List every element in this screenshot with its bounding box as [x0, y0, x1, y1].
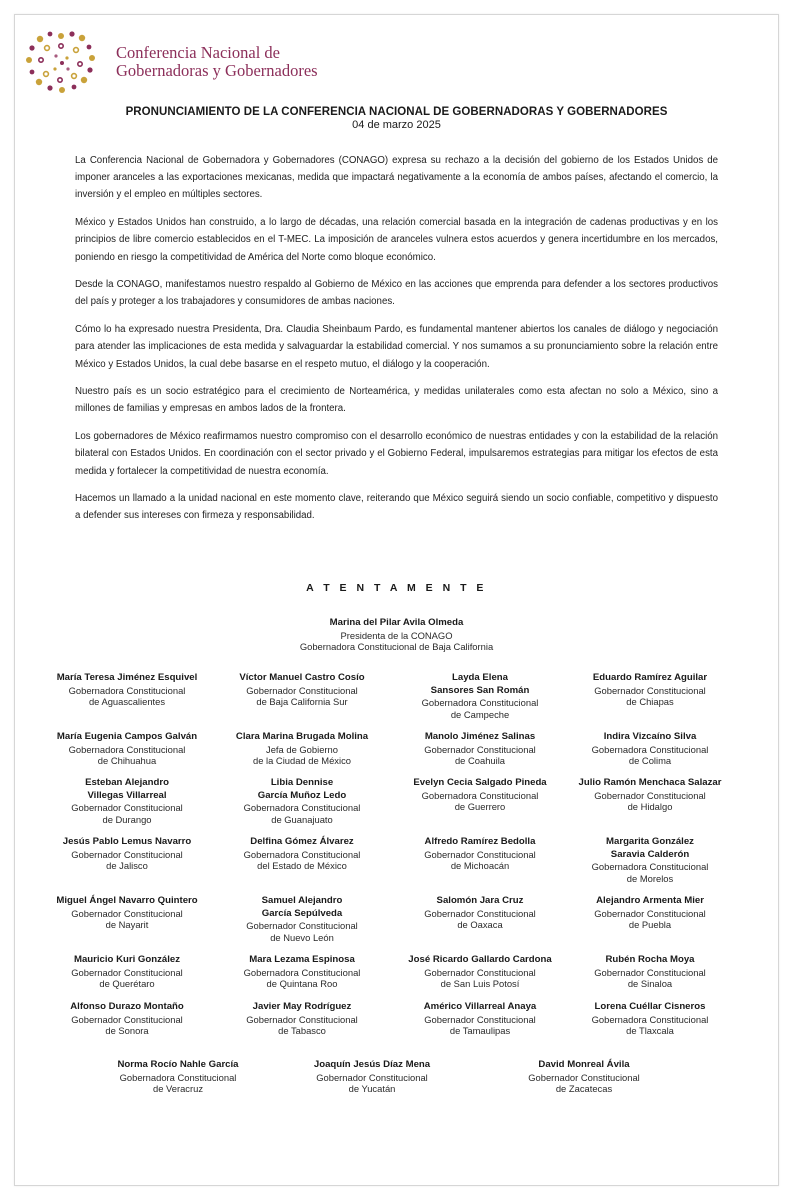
signatory-role: Gobernador Constitucional: [71, 907, 183, 919]
signatory-name: David Monreal Ávila: [538, 1059, 630, 1070]
signatory-role: Gobernadora Constitucional: [591, 861, 709, 872]
signatory-name: Joaquín Jesús Díaz Mena: [313, 1059, 431, 1070]
signatory-role: Gobernador Constitucional: [594, 966, 706, 978]
organization-name: [116, 44, 318, 80]
signatory-state: de Jalisco: [106, 860, 148, 872]
header: [22, 28, 342, 98]
signatory-state: de Yucatán: [348, 1083, 396, 1095]
org-name-line-2: Gobernadoras y Gobernadores: [116, 61, 318, 80]
president-name: Marina del Pilar Avila Olmeda: [329, 617, 464, 628]
signatory-name: Evelyn Cecia Salgado Pineda: [413, 777, 547, 788]
paragraph: México y Estados Unidos han construido, a lo largo de décadas, una relación comercial basada en la integración de cadenas productivas y en los principios de libre comercio establecidos en el T-MEC. La imposición de aranceles vulnera estos acuerdos y genera incertidumbre en los mercados, poniendo en riesgo la competitividad de América del Norte como bloque económico.: [75, 217, 718, 263]
signatory-name: Eduardo Ramírez Aguilar: [592, 672, 708, 683]
signatory: [392, 777, 568, 813]
signatory-name-line-2: Saravia Calderón: [610, 848, 690, 860]
signatory-role: Gobernadora Constitucional: [243, 802, 361, 813]
conago-dots-logo-icon: [22, 28, 100, 98]
signatory: [39, 954, 215, 990]
paragraph: Los gobernadores de México reafirmamos nuestro compromiso con el desarrollo económico de nuestras entidades y con la estabilidad de la relación bilateral con Estados Unidos. En coordinación con el sector privado y el Gobierno Federal, impulsaremos estrategias para mitigar los efectos de esta medida y fortalecer la competitividad de nuestra economía.: [75, 431, 718, 477]
signatory: [392, 1001, 568, 1037]
signatory-name: Norma Rocío Nahle García: [117, 1059, 239, 1070]
paragraph: Cómo lo ha expresado nuestra Presidenta, Dra. Claudia Sheinbaum Pardo, es fundamental mantener abiertos los canales de diálogo y negociación para atender las implicaciones de esta medida y salvaguardar la estabilidad comercial. Y nos sumamos a su pronunciamiento sobre la relación entre México y Estados Unidos, la cual debe basarse en el respeto mutuo, el diálogo y la cooperación.: [75, 324, 718, 370]
signatory-state: de Guerrero: [454, 801, 506, 813]
paragraph: Desde la CONAGO, manifestamos nuestro respaldo al Gobierno de México en las acciones que emprenda para defender a los sectores productivos del país y proteger a los trabajadores y consumidores de ambas naciones.: [75, 279, 718, 308]
signatory: [392, 836, 568, 872]
signatory-role: Gobernador Constitucional: [424, 743, 536, 755]
signatory-name: Alejandro Armenta Mier: [596, 895, 704, 906]
signatory-state: de Zacatecas: [555, 1083, 613, 1095]
signatory: [392, 895, 568, 931]
signatory: [562, 954, 738, 990]
signatory-role: Gobernadora Constitucional: [68, 743, 186, 755]
signatory-state: de Tlaxcala: [626, 1025, 674, 1037]
signatory-role: Gobernador Constitucional: [594, 684, 706, 696]
signatory-name-line-2: Villegas Villarreal: [87, 789, 167, 801]
signatory: [90, 1059, 266, 1095]
signatory-role: Gobernadora Constitucional: [421, 789, 539, 801]
signatory-name: María Eugenia Campos Galván: [56, 731, 198, 742]
signatory-state: de Colima: [628, 755, 672, 767]
document-heading: [0, 106, 793, 131]
signatory-state: de Nuevo León: [270, 931, 334, 943]
signatory-name: Julio Ramón Menchaca Salazar: [578, 777, 722, 788]
signatory-name: Lorena Cuéllar Cisneros: [594, 1001, 706, 1012]
signatory-name: Jesús Pablo Lemus Navarro: [62, 836, 192, 847]
signatory-role: Gobernadora Constitucional: [591, 1013, 709, 1025]
signatory-role: Gobernadora Constitucional: [68, 684, 186, 696]
signatory: [562, 731, 738, 767]
signatory-name-line-2: García Sepúlveda: [261, 907, 343, 919]
signatory-name: José Ricardo Gallardo Cardona: [408, 954, 552, 965]
signatory-role: Gobernador Constitucional: [71, 1013, 183, 1025]
signatory-state: de Michoacán: [450, 860, 510, 872]
signatory: [39, 731, 215, 767]
signatory-state: de Baja California Sur: [256, 696, 348, 708]
signatory-name: Samuel Alejandro: [261, 895, 343, 906]
signatory-state: de Puebla: [628, 919, 672, 931]
signatory-role: Jefa de Gobierno: [266, 743, 338, 755]
signatory-name: Libia Dennise: [270, 777, 334, 788]
signatory-role: Gobernador Constitucional: [528, 1071, 640, 1083]
signatory: [496, 1059, 672, 1095]
signatory: [214, 731, 390, 767]
president-signature: [0, 617, 793, 653]
signatory-role: Gobernador Constitucional: [424, 907, 536, 919]
signatory-state: de Querétaro: [99, 978, 155, 990]
signatory-state: de la Ciudad de México: [253, 755, 351, 767]
signatory: [214, 672, 390, 708]
signatory-state: de Veracruz: [152, 1083, 204, 1095]
signatory-name: Alfonso Durazo Montaño: [70, 1001, 184, 1012]
signatory-role: Gobernador Constitucional: [246, 684, 358, 696]
signatory-name: Salomón Jara Cruz: [436, 895, 524, 906]
signatory-role: Gobernadora Constitucional: [243, 966, 361, 978]
signatory: [214, 836, 390, 872]
signatory-state: de Guanajuato: [271, 813, 333, 825]
signatory-state: de Chihuahua: [97, 755, 157, 767]
signatory-role: Gobernador Constitucional: [424, 848, 536, 860]
signatory: [214, 954, 390, 990]
signatory-name: Américo Villarreal Anaya: [423, 1001, 537, 1012]
president-role: Presidenta de la CONAGO: [340, 629, 453, 641]
signatory-state: de Aguascalientes: [88, 696, 166, 708]
signatory-state: de Hidalgo: [627, 801, 673, 813]
signatory-state: de Durango: [102, 813, 152, 825]
signatory-state: de San Luis Potosí: [440, 978, 520, 990]
signatory: [284, 1059, 460, 1095]
signatory: [392, 731, 568, 767]
signatory-name: Margarita González: [606, 836, 694, 847]
signatory: [214, 1001, 390, 1037]
signatory-role: Gobernadora Constitucional: [243, 848, 361, 860]
signatory-role: Gobernador Constitucional: [424, 966, 536, 978]
signatory-state: de Sonora: [105, 1025, 149, 1037]
signatory: [562, 777, 738, 813]
signatory: [562, 1001, 738, 1037]
signatory-name: Alfredo Ramírez Bedolla: [424, 836, 536, 847]
signatory-name-line-2: Sansores San Román: [430, 684, 530, 696]
signatory-role: Gobernador Constitucional: [316, 1071, 428, 1083]
signatory-state: del Estado de México: [257, 860, 347, 872]
president-title: Gobernadora Constitucional de Baja California: [299, 641, 494, 653]
paragraph: La Conferencia Nacional de Gobernadora y Gobernadores (CONAGO) expresa su rechazo a la decisión del gobierno de los Estados Unidos de imponer aranceles a las exportaciones mexicanas, medida que impactará negativamente a la economía de ambos países, afectando el comercio, la inversión y el empleo en múltiples sectores.: [75, 155, 718, 201]
signatory-state: de Campeche: [450, 708, 510, 720]
signatory: [392, 672, 568, 721]
signatory-state: de Morelos: [626, 872, 674, 884]
signatory-role: Gobernador Constitucional: [71, 802, 183, 813]
signatory-name: Manolo Jiménez Salinas: [424, 731, 536, 742]
signatory: [392, 954, 568, 990]
signatory-name: Esteban Alejandro: [85, 777, 169, 788]
document-date: 04 de marzo 2025: [352, 119, 441, 131]
signatory-role: Gobernador Constitucional: [246, 1013, 358, 1025]
document-body: [75, 152, 718, 535]
signatory: [214, 777, 390, 826]
signatory: [562, 836, 738, 885]
paragraph: Nuestro país es un socio estratégico para el crecimiento de Norteamérica, y medidas unilaterales como esta afectan no solo a México, sino a millones de familias y empresas en ambos lados de la frontera.: [75, 386, 718, 415]
signatory: [39, 836, 215, 872]
signatory-state: de Quintana Roo: [266, 978, 338, 990]
signatory: [39, 672, 215, 708]
paragraph: Hacemos un llamado a la unidad nacional en este momento clave, reiterando que México seguirá siendo un socio confiable, competitivo y dispuesto a defender sus intereses con firmeza y responsabilidad.: [75, 493, 718, 522]
signatory-state: de Tamaulipas: [449, 1025, 511, 1037]
signatory-role: Gobernador Constitucional: [71, 848, 183, 860]
signatory: [39, 895, 215, 931]
signatory-state: de Sinaloa: [627, 978, 673, 990]
signatory-name: Mauricio Kuri González: [73, 954, 181, 965]
signatory: [562, 895, 738, 931]
closing-salutation: A T E N T A M E N T E: [306, 582, 487, 594]
signatory-state: de Nayarit: [105, 919, 149, 931]
document-title: PRONUNCIAMIENTO DE LA CONFERENCIA NACIONAL DE GOBERNADORAS Y GOBERNADORES: [125, 106, 668, 118]
signatory-name: María Teresa Jiménez Esquivel: [56, 672, 198, 683]
signatory-state: de Coahuila: [454, 755, 506, 767]
signatory-state: de Tabasco: [278, 1025, 326, 1037]
signatory-name: Rubén Rocha Moya: [605, 954, 695, 965]
signatory-role: Gobernador Constitucional: [594, 907, 706, 919]
signatory-role: Gobernador Constitucional: [424, 1013, 536, 1025]
signatory-role: Gobernadora Constitucional: [421, 697, 539, 708]
signatory: [39, 777, 215, 826]
signatory-name: Mara Lezama Espinosa: [249, 954, 355, 965]
signatory-name: Clara Marina Brugada Molina: [235, 731, 369, 742]
signatory-name: Javier May Rodríguez: [252, 1001, 352, 1012]
signatory-name: Víctor Manuel Castro Cosío: [239, 672, 365, 683]
signatory-state: de Oaxaca: [457, 919, 503, 931]
signatory-role: Gobernadora Constitucional: [119, 1071, 237, 1083]
signatory-state: de Chiapas: [626, 696, 674, 708]
signatory-role: Gobernador Constitucional: [594, 789, 706, 801]
signatory-role: Gobernador Constitucional: [246, 920, 358, 931]
signatory: [562, 672, 738, 708]
signatory-name-line-2: García Muñoz Ledo: [257, 789, 347, 801]
signatory-name: Miguel Ángel Navarro Quintero: [56, 895, 198, 906]
signatory-name: Layda Elena: [452, 672, 508, 683]
signatory-name: Indira Vizcaíno Silva: [603, 731, 697, 742]
signatory: [214, 895, 390, 944]
signatory-role: Gobernadora Constitucional: [591, 743, 709, 755]
signatory-name: Delfina Gómez Álvarez: [250, 836, 354, 847]
org-name-line-1: Conferencia Nacional de: [116, 43, 281, 62]
signatory-role: Gobernador Constitucional: [71, 966, 183, 978]
signatory: [39, 1001, 215, 1037]
